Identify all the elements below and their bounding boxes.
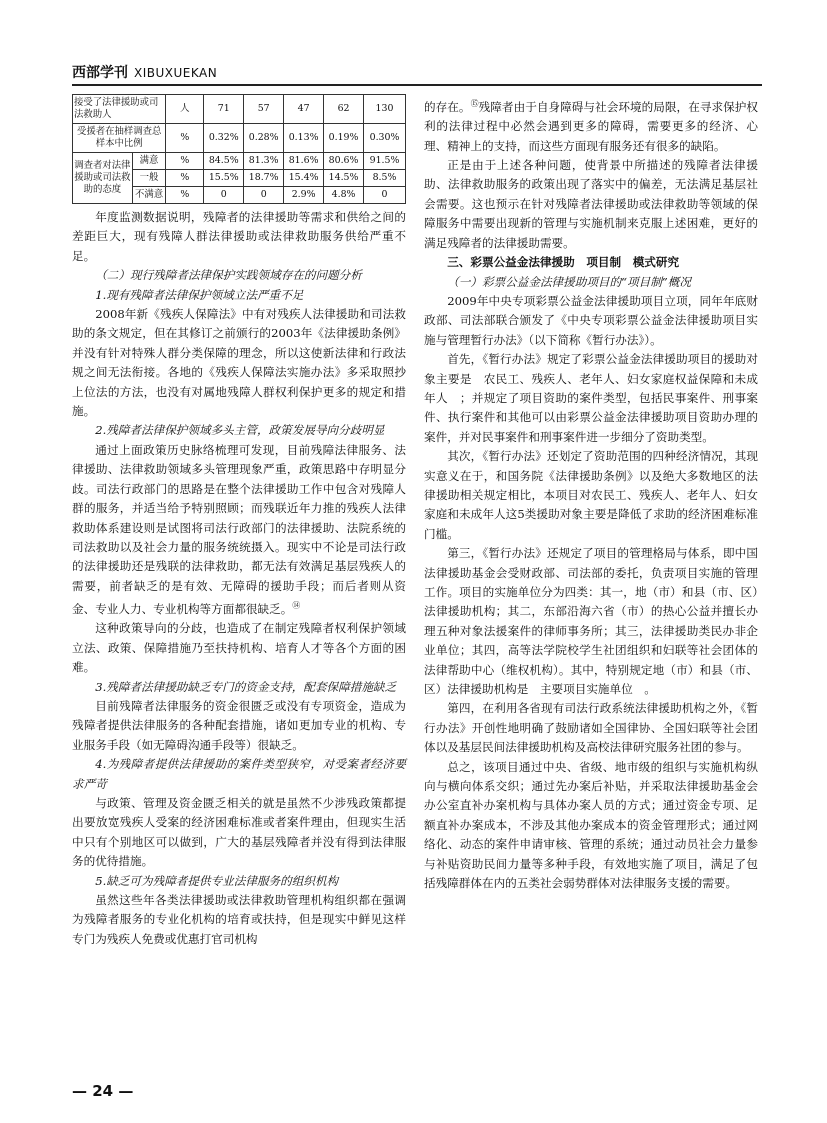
table-cell: 84.5% [204,153,244,170]
footnote-marker: ⑭ [292,601,301,611]
paragraph [72,441,406,620]
table-cell: 57 [244,95,284,124]
paragraph: 2008年新《残疾人保障法》中有对残疾人法律援助和司法救助的条文规定，但在其修订之前颁行的2003年《法律援助条例》并没有针对特殊人群分类保障的理念，所以这使新法律和行政法规之间无法衔接。各地的《残疾人保障法实施办法》多采取照抄上位法的方法，也没有对属地残障人群权利保护更多的规定和措施。 [72,307,406,419]
table-row [73,153,406,170]
table-cell: 2.9% [284,187,324,204]
subsection-heading: 3.残障者法律援助缺乏专门的资金支持，配套保障措施缺乏 [95,679,397,694]
paragraph: 总之，该项目通过中央、省级、地市级的组织与实施机构纵向与横向体系交织；通过先办案后补贴，并采取法律援助基金会办公室直补办案机构与具体办案人员的方式；通过资金专项、足额直补办案成本，不涉及其他办案成本的资金管理形式；通过网络化、动态的案件申请审核、管理的系统；通过动员社会力量参与补贴资助民间力量等多种手段，有效地实施了项目，满足了包括残障群体在内的五类社会弱势群体对法律服务支援的需要。 [424,759,758,891]
subsection-heading: 4.为残障者提供法律援助的案件类型狭窄，对受案者经济要求严苛 [72,757,406,791]
table-cell: 0.28% [244,124,284,153]
paragraph: 年度监测数据说明，残障者的法律援助等需求和供给之间的差距巨大，现有残障人群法律援助或法律救助服务供给严重不足。 [72,210,406,263]
table-cell: % [166,187,204,204]
table-cell: 0.32% [204,124,244,153]
paragraph: 这种政策导向的分歧，也造成了在制定残障者权利保护领域立法、政策、保障措施乃至扶持机构、培育人才等各个方面的困难。 [72,621,406,675]
paragraph: 第三，《暂行办法》还规定了项目的管理格局与体系，即中国法律援助基金会受财政部、司法部的委托，负责项目实施的管理工作。项目的实施单位分为四类：其一，地（市）和县（市、区）法律援助机构；其二，东部沿海六省（市）的热心公益并擅长办理五种对象法援案件的律师事务所；其三，法律援助类民办非企业单位；其四，高等法学院校学生社团组织和妇联等社会团体的法律帮助中心（维权机构）。其中，特别规定地（市）和县（市、区）法律援助机构是 主要项目实施单位 。 [424,546,758,697]
table-row [73,95,406,124]
header-rule [72,84,762,86]
table-cell: 一般 [132,170,166,187]
subsection-heading: （一）彩票公益金法律援助项目的“项目制”概况 [447,274,691,289]
table-cell: 0.13% [284,124,324,153]
paragraph: 目前残障者法律服务的资金很匮乏或没有专项资金，造成为残障者提供法律服务的各种配套措施，诸如更加专业的机构、专业服务手段（如无障碍沟通手段等）很缺乏。 [72,699,406,752]
table-row [73,124,406,153]
table-cell: 8.5% [364,170,406,187]
table-cell: 47 [284,95,324,124]
table-cell: 14.5% [324,170,364,187]
paragraph: 虽然这些年各类法律援助或法律救助管理机构组织都在强调为残障者服务的专业化机构的培育或扶持，但是现实中鲜见这样专门为残疾人免费或优惠打官司机构 [72,893,406,946]
table-cell: 不满意 [132,187,166,204]
table-cell: 91.5% [364,153,406,170]
page-number: — 24 — [72,1082,134,1100]
table-cell: 0.30% [364,124,406,153]
subsection-heading: 2.残障者法律保护领域多头主管，政策发展导向分歧明显 [95,423,385,438]
table-cell: 0 [204,187,244,204]
table-cell: 0.19% [324,124,364,153]
table-cell: 18.7% [244,170,284,187]
table-cell: 人 [166,95,204,124]
table-cell: 0 [244,187,284,204]
table-cell: 62 [324,95,364,124]
table-cell: 满意 [132,153,166,170]
left-column [72,94,406,949]
section-heading: （二）现行残障者法律保护实践领域存在的问题分析 [95,268,362,283]
footnote-marker: ⑮ [470,99,479,108]
subsection-heading: 1.现有残障者法律保护领域立法严重不足 [95,287,304,302]
paragraph-text: 通过上面政策历史脉络梳理可发现，目前残障法律服务、法律援助、法律救助领域多头管理现象严重，政策思路中存明显分歧。司法行政部门的思路是在整个法律援助工作中包含对残障人群的服务，并适当给予特别照顾；而残联近年力推的残疾人法律救助体系建设则是试图将司法行政部门的法律援助、法院系统的司法救助以及社会力量的服务统统摄入。现实中不论是司法行政的法律援助还是残联的法律救助，都无法有效满足基层残疾人的需要，前者缺乏的是有效、无障碍的援助手段；而后者则从资金、专业人力、专业机构等方面都很缺乏。 [72,442,406,616]
table-cell: 4.8% [324,187,364,204]
paragraph-text: 残障者由于自身障碍与社会环境的局限，在寻求保护权利的法律过程中必然会遇到更多的障碍，需要更多的经济、心理、精神上的支持，而这些方面现有服务还有很多的缺陷。 [424,99,758,153]
paragraph: 首先，《暂行办法》规定了彩票公益金法律援助项目的援助对象主要是 农民工、残疾人、老年人、妇女家庭权益保障和未成年人 ；并规定了项目资助的案件类型，包括民事案件、刑事案件、执行案件和其他可以由彩票公益金法律援助项目资助办理的案件，并对民事案件和刑事案件进一步细分了资助类型。 [424,352,758,444]
paragraph: 其次，《暂行办法》还划定了资助范围的四种经济情况，其现实意义在于，和国务院《法律援助条例》以及绝大多数地区的法律援助相关规定相比，本项目对农民工、残疾人、老年人、妇女家庭和未成年人这5类援助对象主要是降低了求助的经济困难标准门槛。 [424,449,758,541]
table-cell: 81.6% [284,153,324,170]
journal-pinyin: XIBUXUEKAN [134,66,218,80]
table-cell: 130 [364,95,406,124]
subsection-heading: 5.缺乏可为残障者提供专业法律服务的组织机构 [95,873,339,888]
table-cell: 71 [204,95,244,124]
table-cell: 0 [364,187,406,204]
running-header [72,62,762,86]
paragraph: 与政策、管理及资金匮乏相关的就是虽然不少涉残政策都提出要放宽残疾人受案的经济困难标准或者案件理由，但现实生活中只有个别地区可以做到，广大的基层残障者并没有得到法律服务的优待措施。 [72,796,406,869]
stats-table [72,94,406,204]
paragraph: 正是由于上述各种问题，使背景中所描述的残障者法律援助、法律救助服务的政策出现了落实中的偏差，无法满足基层社会需要。这也预示在针对残障者法律援助或法律救助等领域的保障服务中需要出现新的管理与实施机制来克服上述困难，更好的满足残障者的法律援助需要。 [424,158,758,250]
right-column [424,94,758,894]
table-cell: 80.6% [324,153,364,170]
paragraph [424,94,758,156]
table-cell: 15.4% [284,170,324,187]
table-cell: % [166,153,204,170]
table-cell: 受援者在抽样调查总样本中比例 [73,124,166,153]
table-cell: % [166,170,204,187]
table-cell: 81.3% [244,153,284,170]
table-cell: 调查者对法律援助或司法救助的态度 [73,153,133,204]
section-heading: 三、彩票公益金法律援助 项目制 模式研究 [447,255,680,270]
paragraph: 2009年中央专项彩票公益金法律援助项目立项，同年年底财政部、司法部联合颁发了《中央专项彩票公益金法律援助项目实施与管理暂行办法》（以下简称《暂行办法》）。 [424,293,758,347]
paragraph: 第四，在利用各省现有司法行政系统法律援助机构之外，《暂行办法》开创性地明确了鼓励诸如全国律协、全国妇联等社会团体以及基层民间法律援助机构及高校法律研究服务社团的参与。 [424,701,758,755]
journal-title [72,62,217,82]
table-cell: 15.5% [204,170,244,187]
journal-name: 西部学刊 [72,65,128,81]
paragraph-text: 的存在。 [424,99,471,114]
table-cell: 接受了法律援助或司法救助人 [73,95,166,124]
table-cell: % [166,124,204,153]
